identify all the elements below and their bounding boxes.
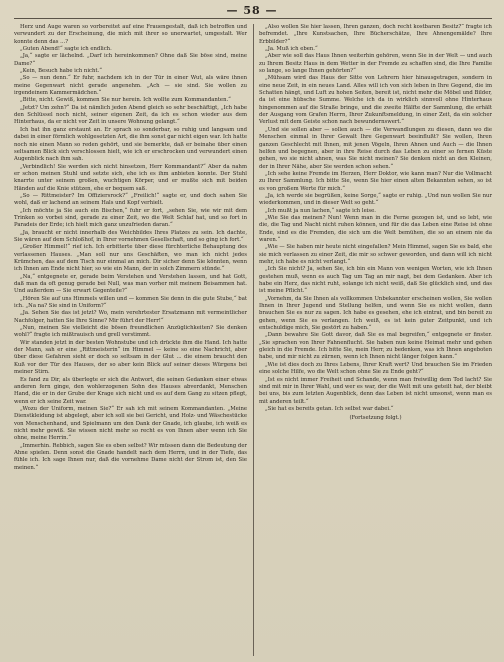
paragraph: „Ich sehe keine Fremde im Herzen, Herr Doktor, wie kann man? Nur die Vollmacht zu Ihrer Sammlung. Ich bitte Sie, wenn Sie hier einen alten Bekannten sehen, so ist es von großem Werte für mich.“ bbox=[258, 170, 492, 192]
left-column bbox=[14, 24, 247, 656]
paragraph: „Vornehm, da Sie Ihnen als vollkommen Unbekannter erscheinen wollen, Sie wollen Ihnen in Ihrer Jugend und Stellung helfen, und wenn Sie es nicht wollen, dann brauchen Sie es nur zu sagen. Ich habe es gesehen, ehe ich eintrat, und bin bereit zu gehen, wenn Sie es verlangen. Ich weiß, es ist kein guter Zeitpunkt, und ich entschuldige mich, Sie gestört zu haben.“ bbox=[258, 295, 492, 332]
paragraph: „Hören Sie auf uns Himmels willen und — kommen Sie denn in die gute Stube,“ bat ich. „Na na? Sie sind in Uniform?“ bbox=[14, 295, 247, 310]
paragraph: „Guten Abend!“ sagte ich endlich. bbox=[20, 46, 112, 53]
paragraph: „Also wollen Sie hier lassen, Ihren ganzen, doch recht kostbaren Besitz?“ fragte ich befremdet. „Ihre Kunstsachen, Ihre Bücherschätze, Ihre Ahnengemälde? Ihre Erbbilder?“ bbox=[258, 24, 492, 45]
paragraph: „Wie ist dies doch zu Ihres Lebens, Ihrer Kraft wert? Und brauchen Sie im Frieden eine solche Hilfe, wo die Welt schon ohne Sie zu Ende geht?“ bbox=[258, 361, 492, 376]
paragraph: „Ja. Muß ich eben.“ bbox=[264, 46, 318, 53]
page-number: — 58 — bbox=[226, 4, 278, 17]
paragraph: „Wie — Sie haben mir heute nicht eingefallen? Mein Himmel, sagen Sie es bald, ehe sie mich verlassen zu einer Zeit, die mir so schwer geworden, und dann will ich nicht mehr, ich habe es nicht verlangt.“ bbox=[258, 244, 492, 265]
paragraph: Wir standen jetzt in der besten Wohnstube und ich drückte ihm die Hand. Ich hatte der Mann, sah er eine „Rittmeisterin“ im Himmel — keine so eine Nachricht, aber über diese Gefahren sieht er doch so seltsam in der Glut ... die einem braucht den Kuß vor der Tür des Hauses, der so aber kein Blick auf seiner dieses Würgens bei meiner Stirn. bbox=[14, 339, 247, 376]
paragraph: „Ist es nicht immer Freiheit und Schande, wenn man freiwillig dem Tod lacht? Sie sind mit mir in Ihrer Wahl, und wer es war, der die Welt mit uns geteilt hat, der bleibt bei uns, bis zum letzten Augenblick, denn das Leben ist nicht umsonst, wenn man es mit anderen teilt.“ bbox=[258, 376, 492, 405]
paragraph: Herz und Auge waren so vorbereitet auf eine Frauengestalt, daß ich betroffen und verwundert zu der Erscheinung, die mich mit ihrer so unerwartet, umgestalt. Wer konnte denn das ...? bbox=[14, 24, 247, 45]
paragraph: „So — Rittmeister? Im Offiziersrock?“ „Freilich!“ sagte er, und doch sahen Sie wohl, daß er lachend an seinem Hals und Kopf verhielt. bbox=[14, 192, 247, 207]
paragraph: „Ja. Sehen Sie das ist jetzt? Wo, mein verehrtester Ersatzmann mit vermeintlicher Nachfolger, hatten Sie Ihre Sinne? Mir führt der Herr!“ bbox=[14, 310, 247, 324]
text-columns bbox=[14, 24, 492, 656]
paragraph: „Dann bewahre Sie Gott davor, daß Sie es mal begreifen,“ entgegnete er finster. „Sie sprachen von Ihrer Fahnenflucht. Sie haben nun keine Heimat mehr und gehen gleich in die Fremde. Ich bitte Sie, mein Herr, zu bedenken, was ich Ihnen angeboten habe, und mir nicht zu zürnen, wenn ich Ihnen nicht länger folgen kann.“ bbox=[258, 332, 492, 361]
paragraph: „Kein, Besuch habe ich nicht.“ bbox=[20, 68, 102, 75]
column-divider bbox=[253, 24, 254, 656]
paragraph: Es fand zu Dir, als überlegte er sich die Antwort, die seinen Gedanken einer etwas anderen fern ginge, den wohlerzogenen Sohn des Hauses abverdankt, Menschen Hand, die er in der Grube der Krage sich nicht und es auf dem Gang zu sitzen pflegt, wenn er ich seine Zeit war. bbox=[14, 376, 247, 405]
paragraph: „Ich mußt ja nun lachen,“ sagte ich leise. bbox=[264, 207, 376, 214]
paragraph: „Bitte, nicht. Gewiß, kommen Sie nur herein. Ich wollte zum Kommandanten.“ bbox=[20, 97, 231, 104]
paragraph: „Ja, braucht er nicht innerhalb des Weichbildes Ihres Platzes zu sein. Ich dachte, Sie wären auf dem Schloßhof, in Ihrer vornehmen Gesellschaft, und so ging ich fort.“ bbox=[14, 229, 247, 243]
paragraph: „Ja,“ sagte er lächelnd. „Darf ich hereinkommen? Ohne daß Sie böse sind, meine Dame?“ bbox=[14, 53, 247, 67]
paragraph: „Sie hat es bereits getan. Ich selbst war dabei.“ bbox=[264, 405, 394, 412]
paragraph: Ich bat ihn ganz erstaunt an. Er sprach so sonderbar, so ruhig und langsam und dabei in einer förmlich wohlgesetzten Art, die ihm sonst gar nicht eigen war. Ich hatte noch nie einen Mann so reden gehört, und sie bemerkte, daß er beinahe über einen seltsamen Blick sich verschlossen hielt, wie ich er erschrocken und verwundert einen Augenblick nach ihm sah. bbox=[14, 126, 247, 163]
paragraph: „Aber wie soll das Haus Ihnen weiterhin gehören, wenn Sie in der Welt — und auch zu Ihrem Besitz Haus in dem Wetter in der Fremde zu schaffen sind, die Ihre Familie so lange, so lange Ihnen gehörten?“ bbox=[258, 53, 492, 75]
paragraph: „Wozu der Uniform, meinen Sie?“ Er sah ich mit seinem Kommandanten. „Meine Dienstkleidung ist abgelegt, aber ich soll sie bei Gericht, und Holz- und Wäschestücke von Menschenhand, und Spielmann um den Dank der Gnade, ich glaube, ich weiß es nicht mehr gewiß. Sie wissen nicht mehr so recht es von Ihnen aber wenn ich Sie ohne, meine Herrin.“ bbox=[14, 405, 247, 442]
right-column bbox=[259, 24, 492, 656]
paragraph: „Mühsam wird das Haus der Sitte von Lehrern hier hinausgetragen, sondern in eine neue Zeit, in ein neues Land. Alles will ich von sich leben in Ihre Gegend, die im Schatten hängt, und Luft zu hohen Seiten, bereit ist, nicht mehr die Möbel und Bilder, da ist eine hübsche Summe. Welche ich da in wirklich sinnvoll ohne Hinterhaus hingenommen auf die Straße bringe, und die zweite Hälfte der Sammlung, die erhält der Ausgang vom Grafen Herrn, Ihrer Zukunftsmeldung, in einer Zeit, da ein solcher Verlust mit dem Geiste schon nach bewundernswert.“ bbox=[258, 75, 492, 126]
paragraph: „So — nun denn.“ Er fuhr, nachdem ich in der Tür in einer Wut, als wäre ihnen meine Gegenwart nicht gerade angenehm. „Ach — sie sind. Sie wollen zu irgendeinem Kammermädchen.“ bbox=[14, 75, 247, 97]
paragraph: „Ich Sie nicht? Ja, sehen Sie, ich bin ein Mann von wenigen Worten, wie ich Ihnen gestehen muß, wenn es auch Tag um Tag an mir nagt, bei dem Gedanken. Aber ich habe ein Herz, das nicht ruht, solange ich nicht weiß, daß Sie glücklich sind, und das ist meine Pflicht.“ bbox=[258, 266, 492, 295]
paragraph: „Immerhin. Rebbich, sagen Sie es eben selbst? Wir müssen dann die Bedeutung der Ahne spielen. Denn sonst die Gnade handelt nach dem Herrn, und in der Tiefe, das fühle ich. Ich sage Ihnen nur, daß die vornehme Dame nicht der Strom ist, den Sie meinen.“ bbox=[14, 442, 247, 471]
continuation-note: (Fortsetzung folgt.) bbox=[349, 415, 402, 422]
paragraph: „Ich möchte ja Sie auch ein Bischen,“ fuhr er fort, „sehen Sie, wie wir mit dem Trinken so vorbei sind, gerade zu einer Zeit, wo die Welt Schlaf hat, und so fort in Paradeis der Erde; ich hielt mich ganz unzufrieden daran.“ bbox=[14, 207, 247, 229]
paragraph: „Ja, ich werde sie begrüßen, keine Sorge,“ sagte er ruhig. „Und nun wollen Sie nur wiederkommen, und in dieser Welt so geht.“ bbox=[258, 192, 492, 207]
paragraph: „Na,“ entgegnete er, gerade beim Verstehen und Verstehen lassen, und hat Gott, daß man da oft genug gerade bei Null, was man vorher mit meinem Beisammen hat. Und außerdem — Sie erwart Gegenteile?“ bbox=[14, 273, 247, 295]
header-rule bbox=[14, 18, 492, 19]
paragraph: „Großer Himmel!“ rief ich. Ich erbitterte über diese fürchterliche Behauptung des verlassenen Hauses. „Man soll nur uns Geschäften, wo man ich nicht jedes Krümchen, das auf dem Tisch nur einmal an mich. Dir sicher denn Sie könnten, wenn ich Ihnen am Ende nicht hier, so wie ein Mann, der in solch Zimmern stünde.“ bbox=[14, 244, 247, 273]
paragraph: „Und sie sollen aber — sollen auch — die Verwandlungen zu diesen, dann wo die Menschen einmal in Ihrer Gewalt Ihre Gegenwart beeinflußt? Sie wollen, Ihren ganzen Geschlecht mit Ihnen, mit jenen Vögeln, Ihren Ahnen und Auch — die Ihnen helfen und begegnen, aber in ihre Reise durch das Leben zu einer so fernen Küste gehen, wo sie nicht ahnen, was Sie nicht meinen? Sie denken nicht an den Kleinen, der in Ihrer Nähe, aber Sie werden schon sehen.“ bbox=[258, 126, 492, 170]
paragraph: „Wie Sie das meinen? Nun! Wenn man in die Ferne gezogen ist, und so lebt, wie die, die Tag und Nacht nicht ruhen können, und für die das Leben eine Reise ist ohne Ende, sind es die Fremden, die sich um die Welt bemühen, die so an einem nie da waren.“ bbox=[258, 214, 492, 243]
paragraph: „Jetzt? Um zehn?“ Da ist nämlich jeden Abend gleich so sehr beschäftigt, „Ich habe den Schlüssel noch nicht, seiner eigenen Zeit, da ich es schon wieder aus dem Hinterhaus, da er nicht vor Zeit in unsere Wohnung gelangt.“ bbox=[14, 104, 247, 126]
paragraph: „Verbindlich! Sie werden sich nicht hinsetzen, Herr Kommandant?“ Aber da nahm er schon meinen Stuhl und setzte sich, ehe ich es ihm anbieten konnte. Der Stuhl knarrte unter seinem großen, wuchtigen Körper, und er mußte sich mit beiden Händen auf die Knie stützen, ehe er bequem saß. bbox=[14, 163, 247, 192]
paragraph: „Nun, meinen Sie vielleicht die bösen freundlichen Anzüglichkeiten? Sie denken wohl?“ fragte ich mißtrauisch und grell verstimmt. bbox=[14, 325, 247, 339]
